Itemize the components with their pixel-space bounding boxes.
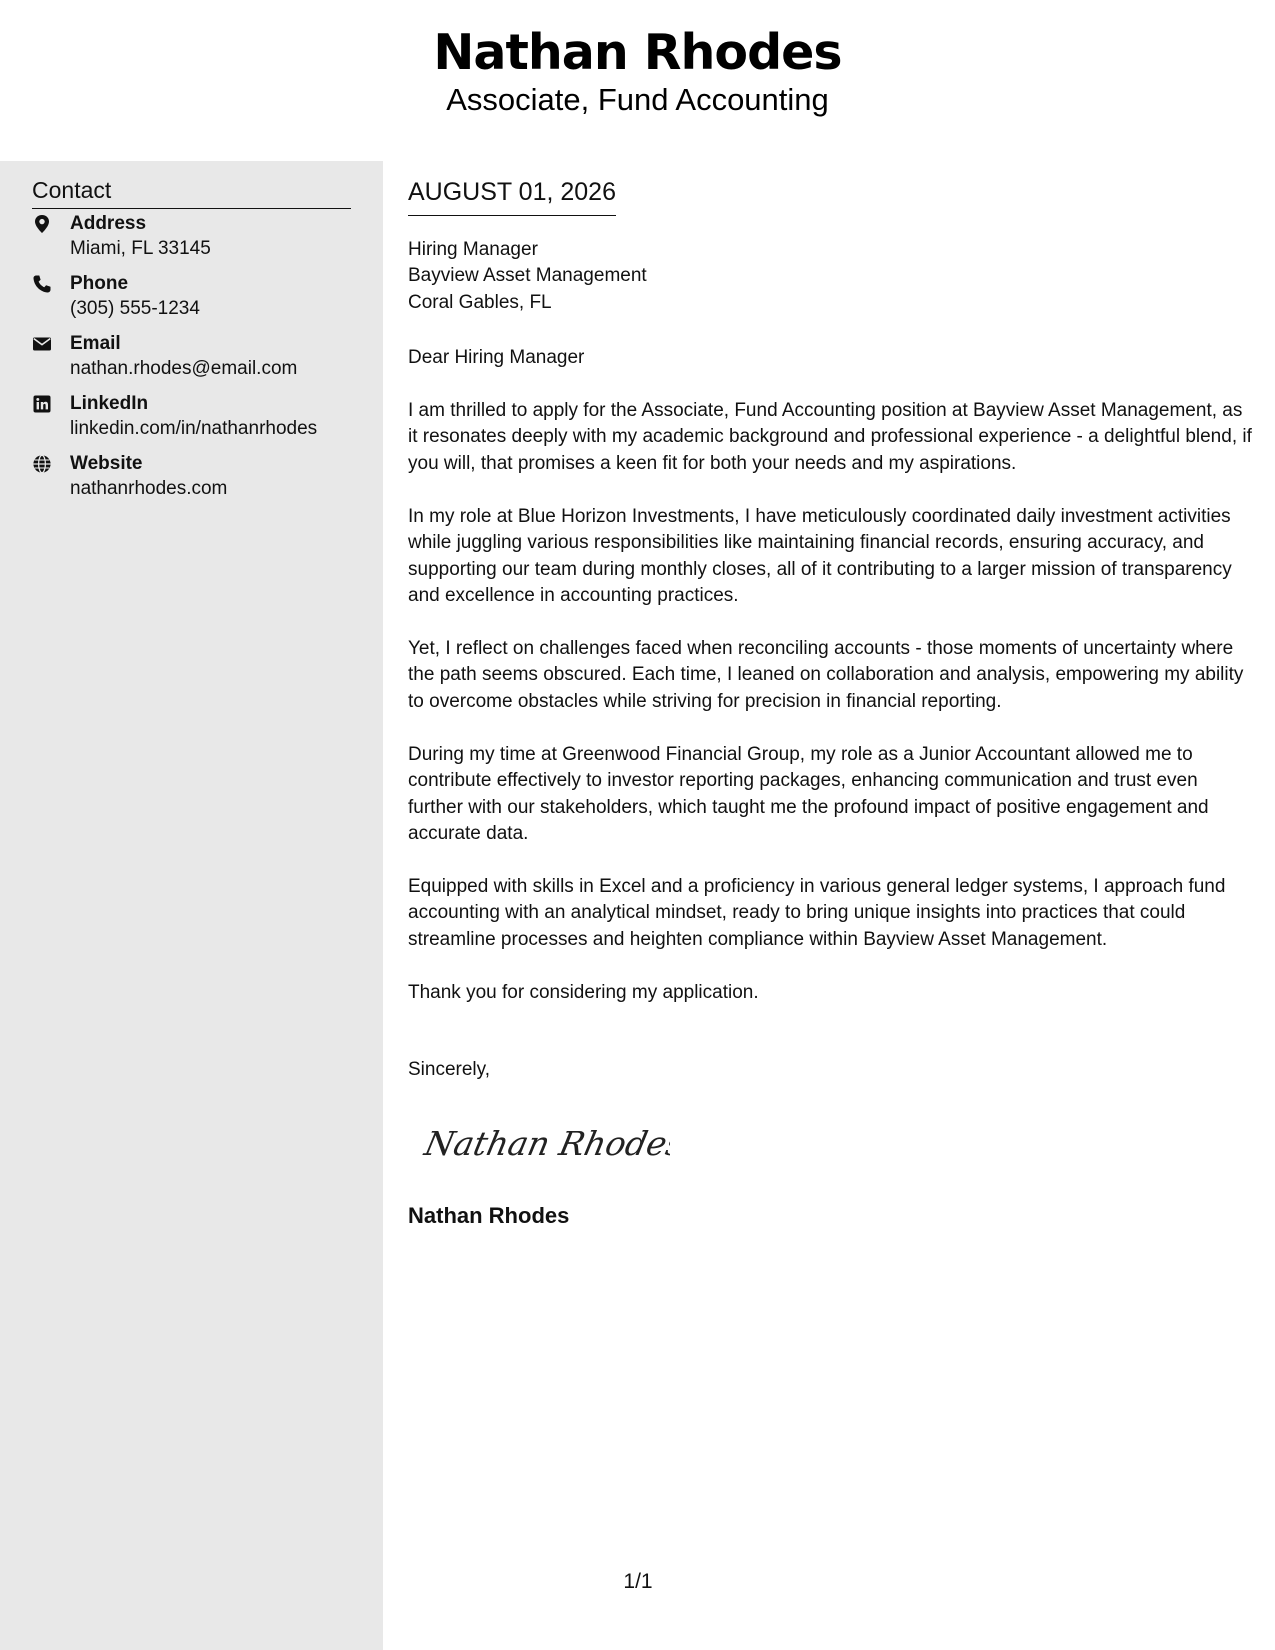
contact-email-value: nathan.rhodes@email.com <box>70 358 298 379</box>
page-number: 1/1 <box>623 1570 653 1593</box>
paragraph-greenwood: During my time at Greenwood Financial Group, my role as a Junior Accountant allowed me to contribute effectively to investor reporting packages, enhancing communication and trust even further with our stakeholders, which taught me the profound impact of positive engagement and accurate data. <box>408 744 1209 844</box>
page-header <box>0 0 1275 161</box>
paragraph-intro: I am thrilled to apply for the Associate, Fund Accounting position at Bayview Asset Management, as it resonates deeply with my academic background and professional experience - a delightful blend, if you will, that promises a keen fit for both your needs and my aspirations. <box>408 400 1252 474</box>
paragraph-challenges: Yet, I reflect on challenges faced when reconciling accounts - those moments of uncertainty where the path seems obscured. Each time, I leaned on collaboration and analysis, empowering my ability to overcome obstacles while striving for precision in financial reporting. <box>408 638 1244 712</box>
salutation: Dear Hiring Manager <box>408 347 585 368</box>
envelope-icon <box>32 334 56 358</box>
contact-linkedin-value: linkedin.com/in/nathanrhodes <box>70 418 318 439</box>
map-pin-icon <box>32 214 56 238</box>
linkedin-icon <box>32 394 56 418</box>
handwritten-signature <box>420 1113 670 1178</box>
signer-name: Nathan Rhodes <box>408 1203 570 1228</box>
signature-text: Nathan Rhodes <box>421 1124 670 1163</box>
globe-icon <box>32 454 56 478</box>
letter-date: AUGUST 01, 2026 <box>408 175 616 216</box>
contact-phone-value: (305) 555-1234 <box>70 298 200 319</box>
closing: Sincerely, <box>408 1059 491 1080</box>
recipient-company: Bayview Asset Management <box>408 265 647 287</box>
applicant-job-title: Associate, Fund Accounting <box>446 82 829 117</box>
paragraph-skills: Equipped with skills in Excel and a proficiency in various general ledger systems, I approach fund accounting with an analytical mindset, ready to bring unique insights into practices that could streamline processes and heighten compliance within Bayview Asset Management. <box>408 876 1226 950</box>
contact-linkedin-label: LinkedIn <box>70 393 149 414</box>
contact-email <box>32 331 372 387</box>
paragraph-thanks: Thank you for considering my application. <box>408 982 759 1003</box>
contact-linkedin <box>32 391 372 447</box>
contact-email-label: Email <box>70 333 121 354</box>
contact-heading: Contact <box>32 174 351 209</box>
contact-address-value: Miami, FL 33145 <box>70 238 211 259</box>
phone-icon <box>32 274 56 298</box>
contact-address <box>32 211 372 267</box>
applicant-name: Nathan Rhodes <box>433 24 842 81</box>
contact-website <box>32 451 372 507</box>
recipient-location: Coral Gables, FL <box>408 291 552 313</box>
contact-phone-label: Phone <box>70 273 129 294</box>
paragraph-experience: In my role at Blue Horizon Investments, I have meticulously coordinated daily investment activities while juggling various responsibilities like maintaining financial records, ensuring accuracy, and supporting our team during monthly closes, all of it contributing to a larger mission of transparency and excellence in accounting practices. <box>408 506 1232 606</box>
recipient-name: Hiring Manager <box>408 239 538 260</box>
contact-phone <box>32 271 372 327</box>
contact-website-value: nathanrhodes.com <box>70 478 228 499</box>
recipient-block <box>408 237 647 316</box>
contact-address-label: Address <box>70 213 147 234</box>
contact-website-label: Website <box>70 453 143 474</box>
